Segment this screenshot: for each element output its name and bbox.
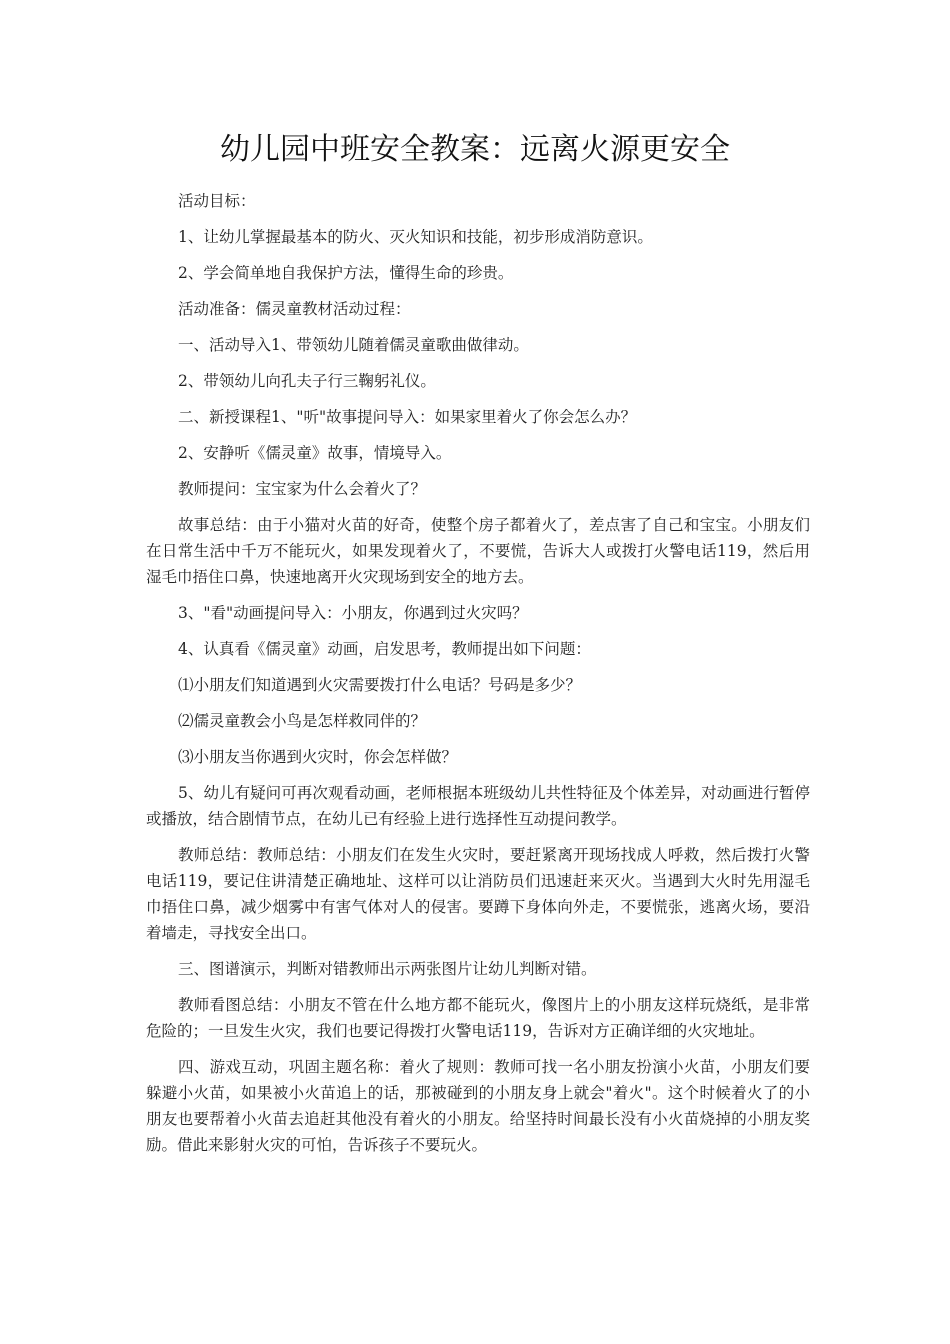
paragraph-picture-summary: 教师看图总结：小朋友不管在什么地方都不能玩火，像图片上的小朋友这样玩烧纸，是非常危险的；一旦发生火灾，我们也要记得拨打火警电话119，告诉对方正确详细的火灾地址。 bbox=[146, 996, 810, 1040]
document-body bbox=[146, 188, 810, 1168]
paragraph-objective-1: 1、让幼儿掌握最基本的防火、灭火知识和技能，初步形成消防意识。 bbox=[178, 228, 653, 246]
paragraph-objective-2: 2、学会简单地自我保护方法，懂得生命的珍贵。 bbox=[178, 264, 514, 282]
paragraph-step-2-4: 4、认真看《儒灵童》动画，启发思考，教师提出如下问题： bbox=[178, 640, 591, 658]
paragraph-step-4-game: 四、游戏互动，巩固主题名称：着火了规则：教师可找一名小朋友扮演小火苗，小朋友们要躲避小火苗，如果被小火苗追上的话，那被碰到的小朋友身上就会"着火"。这个时候着火了的小朋友也要帮着小火苗去追赶其他没有着火的小朋友。给坚持时间最长没有小火苗烧掉的小朋友奖励。借此来影射火灾的可怕，告诉孩子不要玩火。 bbox=[146, 1058, 810, 1154]
paragraph-step-3: 三、图谱演示，判断对错教师出示两张图片让幼儿判断对错。 bbox=[178, 960, 597, 978]
paragraph-step-2-2: 2、安静听《儒灵童》故事，情境导入。 bbox=[178, 444, 452, 462]
paragraph-step-1-2: 2、带领幼儿向孔夫子行三鞠躬礼仪。 bbox=[178, 372, 436, 390]
document-title: 幼儿园中班安全教案：远离火源更安全 bbox=[220, 132, 730, 167]
paragraph-step-2-3: 3、"看"动画提问导入：小朋友，你遇到过火灾吗？ bbox=[178, 604, 528, 622]
paragraph-question-1: ⑴小朋友们知道遇到火灾需要拨打什么电话？号码是多少？ bbox=[178, 676, 582, 694]
paragraph-story-summary: 故事总结：由于小猫对火苗的好奇，使整个房子都着火了，差点害了自己和宝宝。小朋友们在日常生活中千万不能玩火，如果发现着火了，不要慌，告诉大人或拨打火警电话119，然后用湿毛巾捂住口鼻，快速地离开火灾现场到安全的地方去。 bbox=[146, 516, 810, 586]
paragraph-step-2-5: 5、幼儿有疑问可再次观看动画，老师根据本班级幼儿共性特征及个体差异，对动画进行暂停或播放，结合剧情节点，在幼儿已有经验上进行选择性互动提问教学。 bbox=[146, 784, 810, 828]
paragraph-teacher-question: 教师提问：宝宝家为什么会着火了？ bbox=[178, 480, 427, 498]
paragraph-question-3: ⑶小朋友当你遇到火灾时，你会怎样做？ bbox=[178, 748, 458, 766]
paragraph-teacher-summary: 教师总结：教师总结：小朋友们在发生火灾时，要赶紧离开现场找成人呼救，然后拨打火警电话119，要记住讲清楚正确地址、这样可以让消防员们迅速赶来灭火。当遇到大火时先用湿毛巾捂住口鼻，减少烟雾中有害气体对人的侵害。要蹲下身体向外走，不要慌张，逃离火场，要沿着墙走，寻找安全出口。 bbox=[146, 846, 810, 942]
paragraph-objective-heading: 活动目标： bbox=[178, 192, 256, 210]
paragraph-question-2: ⑵儒灵童教会小鸟是怎样救同伴的？ bbox=[178, 712, 427, 730]
paragraph-preparation: 活动准备：儒灵童教材活动过程： bbox=[178, 300, 411, 318]
paragraph-step-1: 一、活动导入1、带领幼儿随着儒灵童歌曲做律动。 bbox=[178, 336, 529, 354]
paragraph-step-2: 二、新授课程1、"听"故事提问导入：如果家里着火了你会怎么办？ bbox=[178, 408, 637, 426]
